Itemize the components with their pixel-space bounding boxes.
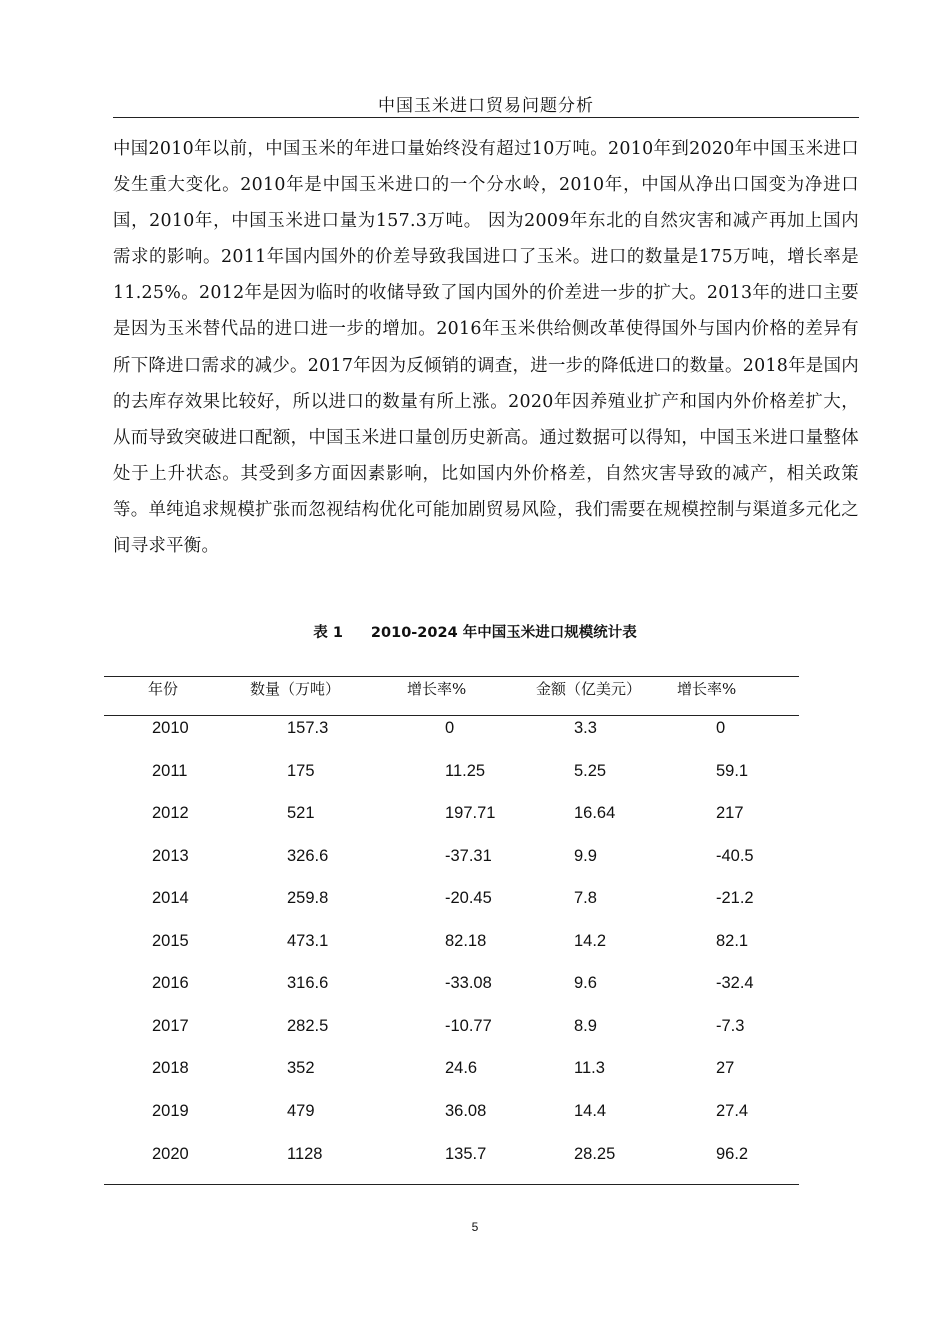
- cell-amount-growth: -7.3: [716, 1016, 745, 1035]
- cell-amount: 9.6: [574, 974, 597, 993]
- table-row: [0, 719, 950, 749]
- cell-year: 2013: [152, 846, 189, 865]
- table-bottom-rule: [104, 1184, 799, 1185]
- cell-amount-growth: 217: [716, 804, 744, 823]
- cell-quantity-growth: 82.18: [445, 931, 487, 950]
- cell-year: 2015: [152, 931, 189, 950]
- cell-quantity: 473.1: [287, 931, 329, 950]
- cell-year: 2019: [152, 1101, 189, 1120]
- table-header-rule: [104, 715, 799, 716]
- cell-quantity: 326.6: [287, 846, 329, 865]
- cell-quantity: 1128: [287, 1144, 323, 1163]
- cell-quantity: 479: [287, 1101, 315, 1120]
- cell-quantity-growth: 0: [445, 719, 455, 737]
- cell-amount-growth: -32.4: [716, 974, 754, 993]
- table-header-year: 年份: [148, 680, 179, 698]
- cell-quantity: 316.6: [287, 974, 329, 993]
- cell-year: 2016: [152, 974, 189, 993]
- table-top-rule: [104, 676, 799, 677]
- cell-amount-growth: 59.1: [716, 761, 749, 780]
- cell-amount: 28.25: [574, 1144, 616, 1163]
- cell-amount-growth: -40.5: [716, 846, 754, 865]
- table-header-quantity-growth: 增长率%: [407, 680, 467, 698]
- cell-year: 2014: [152, 889, 189, 908]
- table-row: [0, 1059, 950, 1089]
- cell-year: 2010: [152, 719, 189, 737]
- cell-amount: 7.8: [574, 889, 597, 908]
- table-row: [0, 762, 950, 792]
- table-row: [0, 1145, 950, 1175]
- cell-amount: 14.2: [574, 931, 607, 950]
- cell-quantity-growth: -20.45: [445, 889, 492, 908]
- table-row: [0, 889, 950, 919]
- table-header-amount-growth: 增长率%: [677, 680, 737, 698]
- page-number: 5: [471, 1220, 479, 1234]
- cell-year: 2011: [152, 761, 188, 780]
- cell-amount-growth: -21.2: [716, 889, 754, 908]
- cell-amount-growth: 82.1: [716, 931, 749, 950]
- cell-amount-growth: 96.2: [716, 1144, 749, 1163]
- table-row: [0, 1102, 950, 1132]
- table-row: [0, 847, 950, 877]
- cell-quantity: 521: [287, 804, 315, 823]
- cell-year: 2020: [152, 1144, 189, 1163]
- cell-quantity-growth: -10.77: [445, 1016, 492, 1035]
- table-row: [0, 932, 950, 962]
- cell-year: 2012: [152, 804, 189, 823]
- cell-quantity: 157.3: [287, 719, 329, 737]
- cell-amount: 14.4: [574, 1101, 607, 1120]
- cell-quantity-growth: 24.6: [445, 1059, 478, 1078]
- table-caption-title: 2010-2024 年中国玉米进口规模统计表: [370, 625, 637, 641]
- table-caption: [0, 621, 950, 642]
- cell-amount-growth: 27.4: [716, 1101, 749, 1120]
- cell-quantity-growth: 135.7: [445, 1144, 487, 1163]
- cell-quantity: 282.5: [287, 1016, 329, 1035]
- table-row: [0, 1017, 950, 1047]
- cell-quantity: 175: [287, 761, 315, 780]
- cell-amount: 3.3: [574, 719, 597, 737]
- cell-quantity: 259.8: [287, 889, 329, 908]
- cell-quantity-growth: 11.25: [445, 761, 486, 780]
- cell-quantity-growth: -33.08: [445, 974, 492, 993]
- header-rule: [113, 117, 859, 118]
- cell-quantity-growth: 197.71: [445, 804, 496, 823]
- table-caption-number: 表 1: [313, 625, 343, 641]
- cell-quantity-growth: 36.08: [445, 1101, 487, 1120]
- table-header-amount: 金额（亿美元）: [536, 680, 642, 698]
- body-paragraph: 中国2010年以前，中国玉米的年进口量始终没有超过10万吨。2010年到2020年中国玉米进口发生重大变化。2010年是中国玉米进口的一个分水岭，2010年，中国从净出口国变为净进口国，2010年，中国玉米进口量为157.3万吨。 因为2009年东北的自然灾害和减产再加上国内需求的影响。2011年国内国外的价差导致我国进口了玉米。进口的数量是175万吨，增长率是11.25%。2012年是因为临时的收储导致了国内国外的价差进一步的扩大。2013年的进口主要是因为玉米替代品的进口进一步的增加。2016年玉米供给侧改革使得国外与国内价格的差异有所下降进口需求的减少。2017年因为反倾销的调查，进一步的降低进口的数量。2018年是国内的去库存效果比较好，所以进口的数量有所上涨。2020年因养殖业扩产和国内外价格差扩大，从而导致突破进口配额，中国玉米进口量创历史新高。通过数据可以得知，中国玉米进口量整体处于上升状态。其受到多方面因素影响，比如国内外价格差，自然灾害导致的减产，相关政策等。单纯追求规模扩张而忽视结构优化可能加剧贸易风险，我们需要在规模控制与渠道多元化之间寻求平衡。: [113, 139, 859, 557]
- page-header-title: 中国玉米进口贸易问题分析: [378, 96, 594, 116]
- table-row: [0, 804, 950, 834]
- cell-amount-growth: 0: [716, 719, 726, 737]
- cell-amount: 16.64: [574, 804, 616, 823]
- cell-year: 2017: [152, 1016, 189, 1035]
- cell-amount: 9.9: [574, 846, 597, 865]
- cell-year: 2018: [152, 1059, 189, 1078]
- cell-quantity: 352: [287, 1059, 315, 1078]
- cell-quantity-growth: -37.31: [445, 846, 492, 865]
- table-header-quantity: 数量（万吨）: [250, 680, 341, 698]
- cell-amount-growth: 27: [716, 1059, 735, 1078]
- cell-amount: 11.3: [574, 1059, 605, 1078]
- cell-amount: 5.25: [574, 761, 607, 780]
- cell-amount: 8.9: [574, 1016, 597, 1035]
- table-row: [0, 974, 950, 1004]
